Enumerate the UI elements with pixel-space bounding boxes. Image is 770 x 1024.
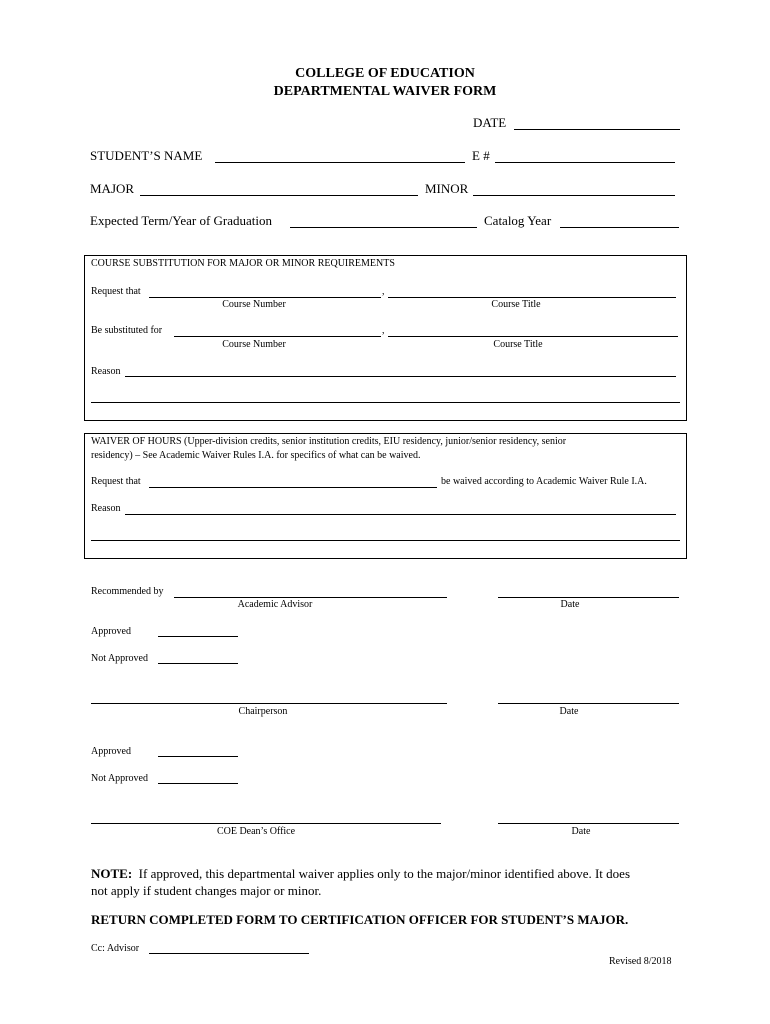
- date-field[interactable]: [514, 129, 680, 130]
- course-substitution-section: [84, 255, 687, 421]
- course-sub-reason-field[interactable]: [125, 376, 676, 377]
- waiver-reason-field[interactable]: [125, 514, 676, 515]
- major-label: MAJOR: [90, 181, 135, 196]
- not-approved-field[interactable]: [158, 783, 238, 784]
- return-instruction: RETURN COMPLETED FORM TO CERTIFICATION OFFICER FOR STUDENT’S MAJOR.: [91, 912, 629, 927]
- course-title-caption: Course Title: [493, 339, 543, 350]
- waiver-rule-text: be waived according to Academic Waiver Rule I.A.: [441, 476, 647, 487]
- course-substitution-heading: COURSE SUBSTITUTION FOR MAJOR OR MINOR REQUIREMENTS: [91, 258, 395, 269]
- substitute-course-title-field[interactable]: [388, 336, 678, 337]
- not-approved-label: Not Approved: [91, 653, 148, 664]
- comma: ,: [382, 325, 385, 336]
- approved-label: Approved: [91, 626, 131, 637]
- chairperson-date-field[interactable]: [498, 703, 679, 704]
- advisor-signature-field[interactable]: [174, 597, 447, 598]
- e-number-field[interactable]: [495, 162, 675, 163]
- course-number-caption: Course Number: [222, 299, 286, 310]
- catalog-year-label: Catalog Year: [484, 213, 552, 228]
- note-label: NOTE:: [91, 866, 133, 881]
- minor-label: MINOR: [425, 181, 469, 196]
- request-course-number-field[interactable]: [149, 297, 381, 298]
- cc-advisor-field[interactable]: [149, 953, 309, 954]
- e-number-label: E #: [472, 148, 490, 163]
- major-field[interactable]: [140, 195, 418, 196]
- course-number-caption: Course Number: [222, 339, 286, 350]
- waiver-reason-label: Reason: [91, 503, 121, 514]
- dean-date-field[interactable]: [498, 823, 679, 824]
- note-text1: If approved, this departmental waiver applies only to the major/minor identified above. It does: [138, 866, 630, 881]
- course-title-caption: Course Title: [491, 299, 541, 310]
- dean-signature-field[interactable]: [91, 823, 441, 824]
- date-caption: Date: [571, 826, 591, 837]
- date-caption: Date: [560, 599, 580, 610]
- note-line2: not apply if student changes major or minor.: [91, 883, 322, 898]
- reason-label: Reason: [91, 366, 121, 377]
- catalog-year-field[interactable]: [560, 227, 679, 228]
- minor-field[interactable]: [473, 195, 675, 196]
- student-name-label: STUDENT’S NAME: [90, 148, 203, 163]
- waiver-hours-field[interactable]: [149, 487, 437, 488]
- student-name-field[interactable]: [215, 162, 465, 163]
- comma: ,: [382, 286, 385, 297]
- revised-date: Revised 8/2018: [609, 956, 672, 967]
- not-approved-field[interactable]: [158, 663, 238, 664]
- request-course-title-field[interactable]: [388, 297, 676, 298]
- waiver-heading-line2: residency) – See Academic Waiver Rules I.A. for specifics of what can be waived.: [91, 450, 421, 461]
- form-title: DEPARTMENTAL WAIVER FORM: [273, 84, 497, 99]
- date-caption: Date: [559, 706, 579, 717]
- substitute-course-number-field[interactable]: [174, 336, 381, 337]
- date-label: DATE: [473, 115, 507, 130]
- cc-advisor-label: Cc: Advisor: [91, 943, 140, 954]
- approved-field[interactable]: [158, 636, 238, 637]
- be-substituted-for-label: Be substituted for: [91, 325, 163, 336]
- approved-label: Approved: [91, 746, 131, 757]
- chairperson-signature-field[interactable]: [91, 703, 447, 704]
- college-heading: COLLEGE OF EDUCATION: [295, 66, 475, 81]
- course-sub-reason-field-2[interactable]: [91, 402, 680, 403]
- grad-term-field[interactable]: [290, 227, 477, 228]
- chairperson-caption: Chairperson: [238, 706, 288, 717]
- waiver-heading-line1: WAIVER OF HOURS (Upper-division credits, senior institution credits, EIU residency, junior/senior residency, senior: [91, 436, 567, 447]
- request-that-label: Request that: [91, 286, 141, 297]
- note-line1: [91, 866, 630, 882]
- not-approved-label: Not Approved: [91, 773, 148, 784]
- waiver-reason-field-2[interactable]: [91, 540, 680, 541]
- approved-field[interactable]: [158, 756, 238, 757]
- advisor-date-field[interactable]: [498, 597, 679, 598]
- academic-advisor-caption: Academic Advisor: [237, 599, 313, 610]
- recommended-by-label: Recommended by: [91, 586, 164, 597]
- waiver-request-that-label: Request that: [91, 476, 141, 487]
- grad-term-label: Expected Term/Year of Graduation: [90, 213, 272, 228]
- coe-deans-office-caption: COE Dean’s Office: [216, 826, 296, 837]
